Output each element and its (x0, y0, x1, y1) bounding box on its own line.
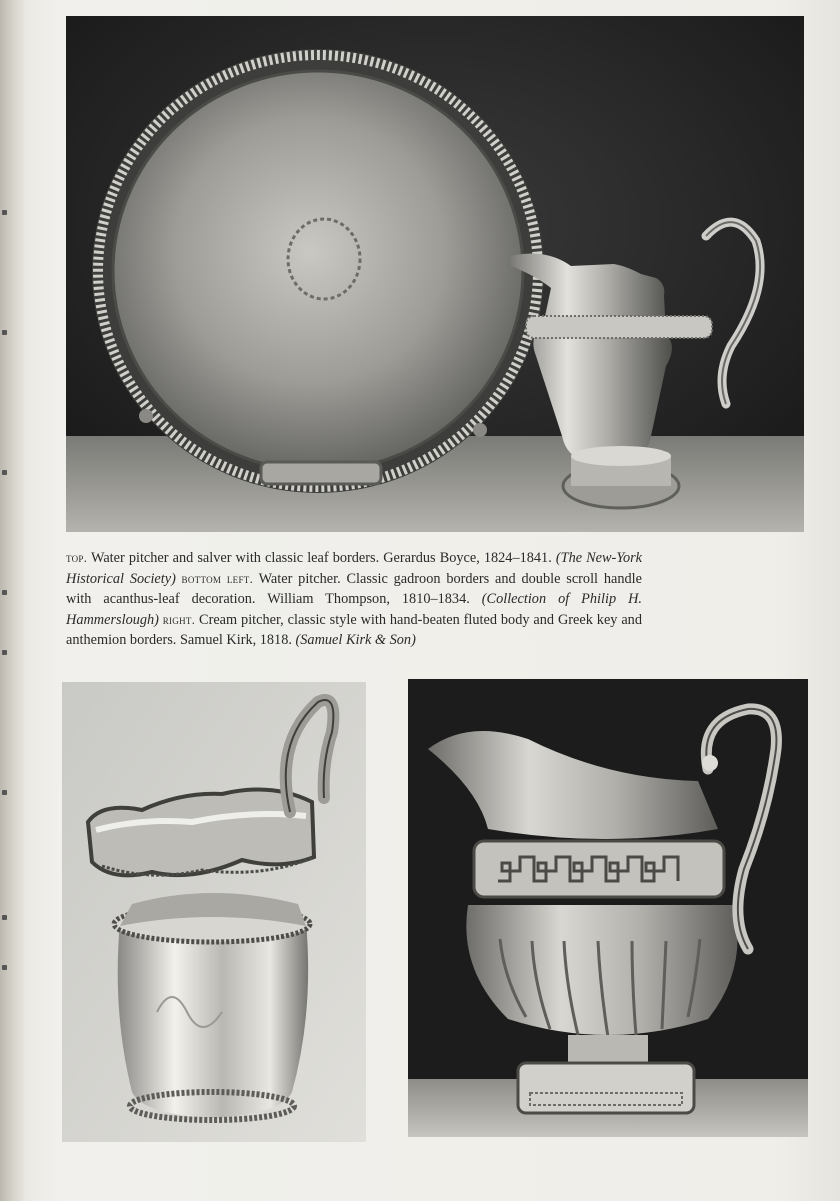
caption-right-credit: (Samuel Kirk & Son) (295, 632, 416, 648)
gutter-mark (2, 330, 7, 335)
caption-right-label: right. (158, 612, 196, 627)
caption-top-text: Water pitcher and salver with classic leaf borders. Gerardus Boyce, 1824–1841. (87, 550, 556, 566)
photo-caption (66, 548, 642, 651)
gutter-mark (2, 650, 7, 655)
caption-top-label: top. (66, 551, 88, 565)
caption-bottom-left-text: Water pitcher. Classic gadroon borders and double scroll handle with acanthus-leaf decoration. William Thompson, 1810–1834. (66, 570, 642, 607)
gutter-mark (2, 470, 7, 475)
caption-right-text: Cream pitcher, classic style with hand-beaten fluted body and Greek key and anthemion borders. Samuel Kirk, 1818. (66, 611, 642, 648)
gutter-mark (2, 590, 7, 595)
photo-top-pitcher-salver (66, 16, 804, 532)
caption-bottom-left-credit: (Collection of Philip H. Hammerslough) (66, 591, 642, 628)
photo-bottom-right-cream-pitcher (408, 679, 808, 1137)
gutter-mark (2, 915, 7, 920)
caption-bottom-left-label: bottom left. (175, 571, 253, 586)
gutter-mark (2, 210, 7, 215)
book-gutter (0, 0, 24, 1201)
photo-bottom-left-water-pitcher (62, 682, 366, 1142)
gutter-mark (2, 790, 7, 795)
gutter-mark (2, 965, 7, 970)
caption-top-credit: (The New-York Historical Society) (66, 550, 643, 587)
